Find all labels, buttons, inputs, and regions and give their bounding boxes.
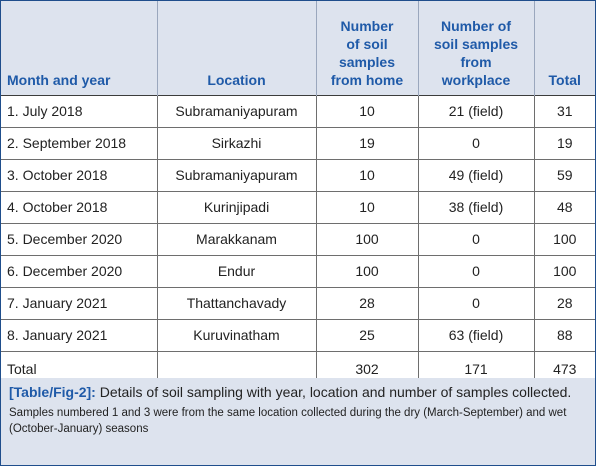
cell-location: Marakkanam	[157, 223, 316, 255]
header-samples-home: Number of soil samples from home	[316, 1, 418, 95]
cell-location: Subramaniyapuram	[157, 95, 316, 127]
cell-home: 10	[316, 159, 418, 191]
cell-home: 100	[316, 223, 418, 255]
table-caption	[1, 378, 595, 465]
cell-home: 10	[316, 191, 418, 223]
header-location: Location	[157, 1, 316, 95]
cell-workplace: 21 (field)	[418, 95, 534, 127]
table-row	[1, 319, 595, 351]
cell-month: 3. October 2018	[1, 159, 157, 191]
cell-month: 2. September 2018	[1, 127, 157, 159]
table-header-row	[1, 1, 595, 95]
cell-workplace: 0	[418, 287, 534, 319]
cell-month: 4. October 2018	[1, 191, 157, 223]
cell-month: 7. January 2021	[1, 287, 157, 319]
table-row	[1, 287, 595, 319]
header-month-year: Month and year	[1, 1, 157, 95]
cell-total: 48	[534, 191, 595, 223]
caption-text: Details of soil sampling with year, location and number of samples collected.	[95, 384, 572, 400]
cell-total: 19	[534, 127, 595, 159]
caption-note: Samples numbered 1 and 3 were from the same location collected during the dry (March-September) and wet (October-January) seasons	[9, 407, 567, 435]
cell-workplace: 63 (field)	[418, 319, 534, 351]
cell-total: 88	[534, 319, 595, 351]
table-row	[1, 223, 595, 255]
cell-location: Kurinjipadi	[157, 191, 316, 223]
cell-home: 28	[316, 287, 418, 319]
table-row	[1, 95, 595, 127]
cell-total-label: Total	[1, 351, 157, 386]
cell-total: 31	[534, 95, 595, 127]
header-total: Total	[534, 1, 595, 95]
table-row	[1, 127, 595, 159]
cell-workplace: 38 (field)	[418, 191, 534, 223]
cell-home: 100	[316, 255, 418, 287]
cell-total: 59	[534, 159, 595, 191]
cell-home: 19	[316, 127, 418, 159]
cell-total-workplace: 171	[418, 351, 534, 386]
cell-workplace: 49 (field)	[418, 159, 534, 191]
cell-total: 100	[534, 255, 595, 287]
cell-month: 5. December 2020	[1, 223, 157, 255]
cell-workplace: 0	[418, 223, 534, 255]
cell-workplace: 0	[418, 255, 534, 287]
cell-month: 6. December 2020	[1, 255, 157, 287]
cell-workplace: 0	[418, 127, 534, 159]
table-row	[1, 159, 595, 191]
cell-month: 1. July 2018	[1, 95, 157, 127]
table-row	[1, 255, 595, 287]
cell-total: 100	[534, 223, 595, 255]
caption-label: [Table/Fig-2]:	[9, 384, 96, 400]
table-row	[1, 191, 595, 223]
cell-location: Kuruvinatham	[157, 319, 316, 351]
cell-location: Endur	[157, 255, 316, 287]
cell-home: 25	[316, 319, 418, 351]
soil-sampling-table	[1, 1, 595, 386]
cell-location: Subramaniyapuram	[157, 159, 316, 191]
cell-month: 8. January 2021	[1, 319, 157, 351]
cell-home: 10	[316, 95, 418, 127]
cell-total-total: 473	[553, 360, 577, 377]
cell-location: Thattanchavady	[157, 287, 316, 319]
cell-total-home: 302	[316, 351, 418, 386]
cell-total: 28	[534, 287, 595, 319]
cell-location: Sirkazhi	[157, 127, 316, 159]
caption-line	[9, 384, 587, 401]
header-samples-workplace: Number of soil samples from workplace	[418, 1, 534, 95]
